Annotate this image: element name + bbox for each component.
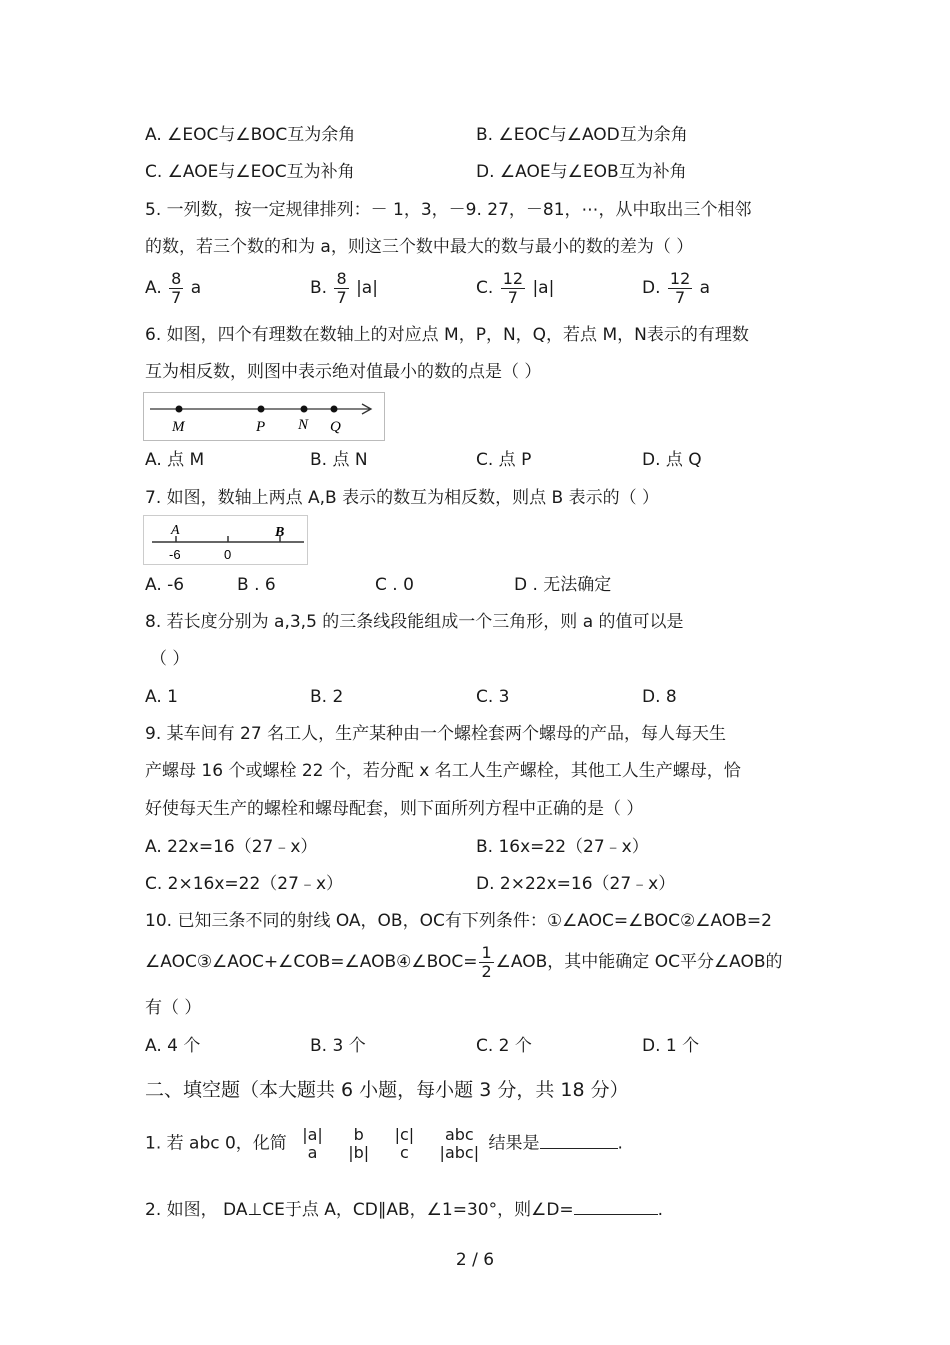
q10-half-numerator: 1 (481, 943, 492, 962)
q10-half-denominator: 2 (481, 961, 492, 981)
q5-b-numerator: 8 (336, 269, 347, 288)
q10-line2-suffix: ∠AOB，其中能确定 OC平分∠AOB的 (495, 952, 783, 973)
q9-stem-line1: 9. 某车间有 27 名工人，生产某种由一个螺栓套两个螺母的产品，每人每天生 (145, 724, 727, 744)
q5-option-c (476, 270, 554, 306)
q5-c-denominator: 7 (501, 288, 525, 307)
q10-option-c: C. 2 个 (476, 1036, 532, 1056)
q10-line2-prefix: ∠AOC③∠AOC+∠COB=∠AOB④∠BOC= (145, 952, 478, 973)
q5-a-denominator: 7 (171, 287, 182, 307)
q7-option-d: D . 无法确定 (514, 575, 612, 595)
section-heading-fill-in: 二、填空题（本大题共 6 小题，每小题 3 分，共 18 分） (145, 1079, 629, 1101)
fill1-answer-blank[interactable] (540, 1132, 618, 1149)
q6-number-line-svg (144, 393, 384, 440)
q10-half-fraction (479, 944, 493, 980)
q9-stem-line3: 好使每天生产的螺栓和螺母配套，则下面所列方程中正确的是（ ） (145, 799, 644, 819)
q5-option-b-label: B. (310, 278, 328, 299)
q5-option-d-tail: a (699, 278, 711, 299)
q5-d-numerator: 12 (669, 269, 691, 288)
fill1-f2-denominator: |b| (348, 1142, 370, 1162)
q5-option-d (642, 270, 710, 306)
q5-option-d-label: D. (642, 278, 661, 299)
fill1-f3-numerator: |c| (394, 1125, 415, 1144)
q5-option-b-fraction (334, 270, 348, 306)
q6-label-q: Q (330, 419, 341, 435)
q9-option-c: C. 2×16x=22（27﹣x） (145, 874, 343, 894)
fill2-text: 2. 如图， DA⊥CE于点 A，CD∥AB，∠1=30°，则∠D= (145, 1200, 574, 1220)
q5-option-a-label: A. (145, 278, 162, 299)
q8-option-c: C. 3 (476, 687, 510, 707)
fill1-f1-numerator: |a| (302, 1125, 323, 1144)
q7-label-zero: 0 (224, 547, 232, 562)
fill1-end: . (617, 1133, 623, 1154)
q8-option-d: D. 8 (642, 687, 677, 707)
q5-option-a (145, 270, 201, 306)
q10-stem-line2 (145, 944, 783, 980)
q10-option-d: D. 1 个 (642, 1036, 700, 1056)
q10-option-b: B. 3 个 (310, 1036, 366, 1056)
fill2-line (145, 1198, 663, 1221)
q5-option-b (310, 270, 378, 306)
fill1-fraction-2 (346, 1126, 371, 1161)
q4-option-b: B. ∠EOC与∠AOD互为余角 (476, 125, 688, 145)
fill1-f1-denominator: a (307, 1142, 318, 1162)
q6-option-c: C. 点 P (476, 450, 532, 470)
q10-option-a: A. 4 个 (145, 1036, 201, 1056)
q7-label-a: A (171, 523, 180, 538)
q4-option-a: A. ∠EOC与∠BOC互为余角 (145, 125, 356, 145)
q9-stem-line2: 产螺母 16 个或螺栓 22 个，若分配 x 名工人生产螺栓，其他工人生产螺母，恰 (145, 761, 741, 781)
q9-option-b: B. 16x=22（27﹣x） (476, 837, 649, 857)
q7-number-line-svg (144, 516, 307, 564)
q4-option-d: D. ∠AOE与∠EOB互为补角 (476, 162, 687, 182)
fill1-f2-numerator: b (353, 1125, 364, 1144)
q5-option-c-tail: |a| (532, 278, 555, 299)
q6-label-n: N (298, 417, 309, 433)
q10-stem-line1: 10. 已知三条不同的射线 OA，OB，OC有下列条件：①∠AOC=∠BOC②∠AOB=2 (145, 911, 772, 931)
q6-stem-line2: 互为相反数，则图中表示绝对值最小的数的点是（ ） (145, 362, 542, 382)
fill1-f3-denominator: c (399, 1142, 409, 1162)
q7-stem-line1: 7. 如图，数轴上两点 A,B 表示的数互为相反数，则点 B 表示的（ ） (145, 488, 659, 508)
fill2-end: . (657, 1200, 664, 1220)
page-number: 2 / 6 (455, 1250, 495, 1270)
fill1-f4-denominator: |abc| (439, 1142, 480, 1162)
q6-option-d: D. 点 Q (642, 450, 702, 470)
q5-option-d-fraction (668, 270, 692, 306)
q5-option-a-fraction (169, 270, 183, 306)
q6-point-q (331, 406, 338, 413)
q4-option-c: C. ∠AOE与∠EOC互为补角 (145, 162, 355, 182)
fill1-line (145, 1126, 623, 1161)
fill1-suffix: 结果是 (488, 1133, 540, 1154)
q7-option-c: C . 0 (375, 575, 414, 595)
q9-option-d: D. 2×22x=16（27﹣x） (476, 874, 676, 894)
q9-option-a: A. 22x=16（27﹣x） (145, 837, 318, 857)
q5-c-numerator: 12 (502, 269, 524, 288)
q8-stem-line1: 8. 若长度分别为 a,3,5 的三条线段能组成一个三角形，则 a 的值可以是 (145, 612, 684, 632)
q8-option-a: A. 1 (145, 687, 178, 707)
q6-option-a: A. 点 M (145, 450, 205, 470)
q7-option-a: A. -6 (145, 575, 185, 595)
fill1-fraction-4 (438, 1126, 482, 1161)
q7-label-b: B (275, 525, 285, 540)
q6-label-p: P (256, 419, 266, 435)
q7-label-neg6: -6 (169, 547, 181, 562)
q5-a-numerator: 8 (171, 269, 182, 288)
fill1-fraction-1 (300, 1126, 325, 1161)
fill1-f4-numerator: abc (444, 1125, 474, 1144)
q6-option-b: B. 点 N (310, 450, 368, 470)
q7-number-line-figure (143, 515, 308, 565)
q5-option-a-tail: a (190, 278, 202, 299)
q5-stem-line1: 5. 一列数，按一定规律排列：－ 1，3，－9. 27，－81，⋯，从中取出三个相邻 (145, 200, 752, 220)
q6-label-m: M (172, 419, 185, 435)
q8-stem-line2: （ ） (150, 649, 190, 669)
q5-option-c-label: C. (476, 278, 494, 299)
fill2-answer-blank[interactable] (574, 1198, 658, 1215)
q10-stem-line3: 有（ ） (145, 998, 202, 1018)
q5-d-denominator: 7 (668, 288, 692, 307)
q8-option-b: B. 2 (310, 687, 344, 707)
q6-point-p (258, 406, 265, 413)
q7-option-b: B . 6 (237, 575, 276, 595)
q6-number-line-figure (143, 392, 385, 441)
q6-stem-line1: 6. 如图，四个有理数在数轴上的对应点 M，P，N，Q，若点 M，N表示的有理数 (145, 325, 749, 345)
fill1-prefix: 1. 若 abc 0，化简 (145, 1133, 287, 1154)
q6-point-n (301, 406, 308, 413)
q5-stem-line2: 的数，若三个数的和为 a，则这三个数中最大的数与最小的数的差为（ ） (145, 237, 694, 257)
q6-point-m (176, 406, 183, 413)
q5-option-b-tail: |a| (356, 278, 378, 299)
q5-option-c-fraction (501, 270, 525, 306)
q5-b-denominator: 7 (336, 287, 347, 307)
fill1-fraction-3 (393, 1126, 417, 1161)
